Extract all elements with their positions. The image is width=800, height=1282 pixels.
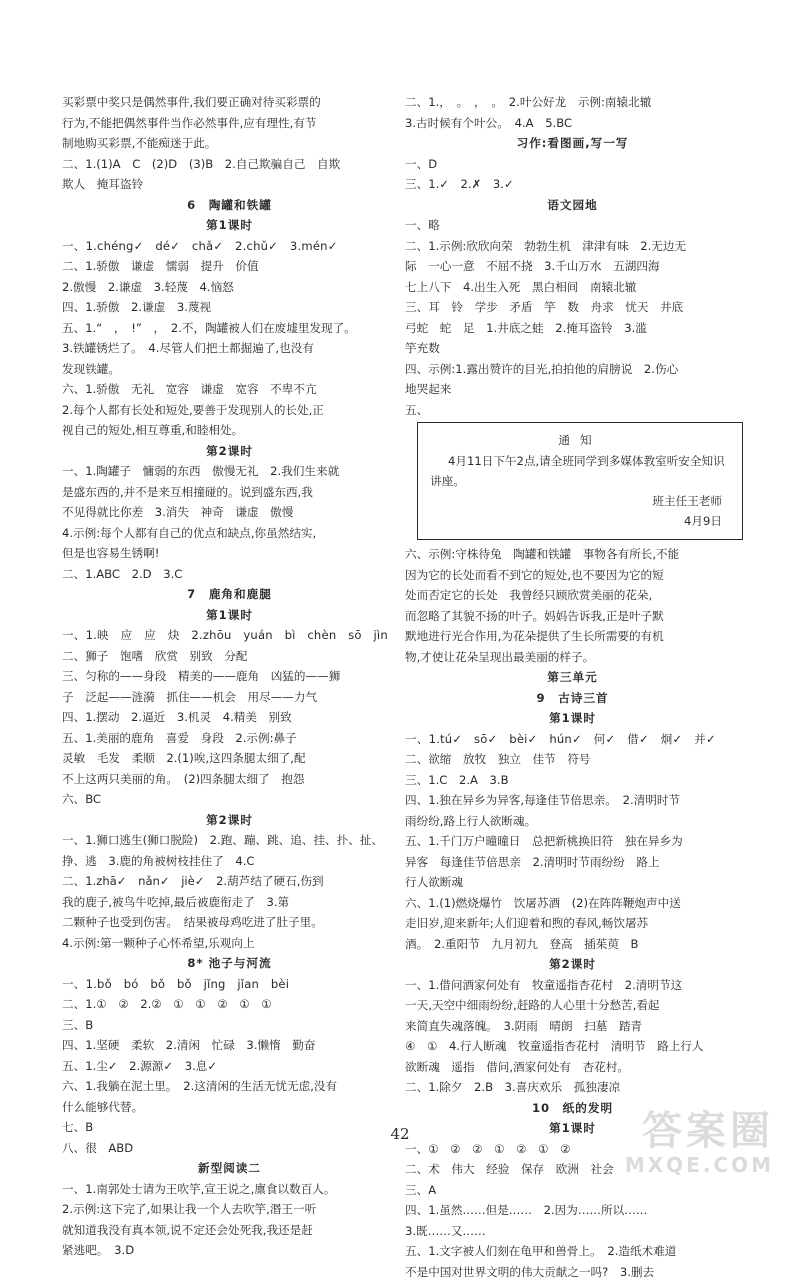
answer-line: 二、1.ABC 2.D 3.C [62, 564, 397, 585]
answer-line: 五、1.美丽的鹿角 喜爱 身段 2.示例:鼻子 [62, 728, 397, 749]
answer-line: 视自己的短处,相互尊重,和睦相处。 [62, 420, 397, 441]
answer-line: 酒。 2.重阳节 九月初九 登高 插茱萸 B [405, 934, 740, 955]
answer-line: 二、1.zhā✓ nǎn✓ jiè✓ 2.葫芦结了硬石,伤到 [62, 871, 397, 892]
answer-line: 欺人 掩耳盗铃 [62, 174, 397, 195]
answer-line: 四、示例:1.露出赞许的目光,拍拍他的肩膀说 2.伤心 [405, 359, 740, 380]
answer-line: 二、1.① ② 2.② ① ① ② ① ① [62, 994, 397, 1015]
section-heading: 10 纸的发明 [405, 1098, 740, 1119]
answer-line: 一、1.chéng✓ dé✓ chǎ✓ 2.chǔ✓ 3.mén✓ [62, 236, 397, 257]
answer-line: 3.铁罐锈烂了。 4.尽管人们把土都掘遍了,也没有 [62, 338, 397, 359]
answer-line: 弓蛇 蛇 足 1.井底之蛙 2.掩耳盗铃 3.滥 [405, 318, 740, 339]
answer-line: 八、很 ABD [62, 1138, 397, 1159]
answer-line: 3.既……又…… [405, 1221, 740, 1242]
section-heading: 习作:看图画,写一写 [405, 133, 740, 154]
answer-line: 一、① ② ② ① ② ① ② [405, 1139, 740, 1160]
answer-line: 什么能够代替。 [62, 1097, 397, 1118]
answer-line: 是盛东西的,并不是来互相撞碰的。说到盛东西,我 [62, 482, 397, 503]
answer-line: 灵敏 毛发 柔顺 2.(1)唉,这四条腿太细了,配 [62, 748, 397, 769]
answer-line: 4.示例:第一颗种子心怀希望,乐观向上 [62, 933, 397, 954]
answer-line: 挣、逃 3.鹿的角被树枝挂住了 4.C [62, 851, 397, 872]
answer-line: 四、1.独在异乡为异客,每逢佳节倍思亲。 2.清明时节 [405, 790, 740, 811]
watermark-url: MXQE.COM [574, 1154, 774, 1176]
answer-line: 一、1.狮口逃生(狮口脱险) 2.跑、蹦、跳、追、挂、扑、扯、 [62, 830, 397, 851]
section-heading: 第1课时 [62, 605, 397, 626]
answer-line: 一、1.借问酒家何处有 牧童遥指杏花村 2.清明节这 [405, 975, 740, 996]
answer-line: 走旧岁,迎来新年;人们迎着和煦的春风,畅饮屠苏 [405, 913, 740, 934]
answer-line: 四、1.骄傲 2.谦虚 3.蔑视 [62, 297, 397, 318]
section-heading: 第2课时 [62, 810, 397, 831]
section-heading: 第2课时 [405, 954, 740, 975]
answer-line: 不是中国对世界文明的伟大贡献之一吗? 3.删去 [405, 1262, 740, 1282]
answer-line: 二、1.(1)A C (2)D (3)B 2.自己欺骗自己 自欺 [62, 154, 397, 175]
answer-line: 发现铁罐。 [62, 359, 397, 380]
answer-line: 不见得就比你差 3.消失 神奇 谦虚 傲慢 [62, 502, 397, 523]
answer-line: 七上八下 4.出生入死 黑白相间 南辕北辙 [405, 277, 740, 298]
section-heading: 新型阅读二 [62, 1158, 397, 1179]
answer-line: 因为它的长处而看不到它的短处,也不要因为它的短 [405, 565, 740, 586]
answer-line: 2.每个人都有长处和短处,要善于发现别人的长处,正 [62, 400, 397, 421]
answer-line: 三、1.✓ 2.✗ 3.✓ [405, 174, 740, 195]
answer-line: 二、欲缩 放牧 独立 佳节 符号 [405, 749, 740, 770]
answer-line: 二、狮子 饱嗜 欣赏 别致 分配 [62, 646, 397, 667]
notice-title: 通知 [430, 429, 730, 451]
notice-box [417, 422, 743, 540]
answer-line: 五、1.“ ， !” ， 2.不，陶罐被人们在废墟里发现了。 [62, 318, 397, 339]
answer-line: 一、1.映 应 应 炔 2.zhōu yuán bì chèn sō jìn [62, 625, 397, 646]
answer-line: 一、1.tú✓ sō✓ bèi✓ hún✓ 何✓ 借✓ 炯✓ 并✓ [405, 729, 740, 750]
answer-line: 三、匀称的——身段 精美的——鹿角 凶猛的——狮 [62, 666, 397, 687]
right-column [405, 92, 740, 1282]
answer-line: 3.古时候有个叶公。 4.A 5.BC [405, 113, 740, 134]
watermark-text: 答案圈 [574, 1108, 774, 1154]
answer-line: 来简直失魂落魄。 3.阴雨 晴朗 扫墓 踏青 [405, 1016, 740, 1037]
section-heading: 第1课时 [62, 215, 397, 236]
answer-line: 买彩票中奖只是偶然事件,我们要正确对待买彩票的 [62, 92, 397, 113]
answer-line: 六、1.骄傲 无礼 宽容 谦虚 宽容 不卑不亢 [62, 379, 397, 400]
right-top-answers [405, 92, 740, 420]
answer-line: 七、B [62, 1117, 397, 1138]
answer-line: ④ ① 4.行人断魂 牧童遥指杏花村 清明节 路上行人 [405, 1036, 740, 1057]
answer-line: 三、耳 铃 学步 矛盾 竽 数 舟求 忧天 井底 [405, 297, 740, 318]
answer-line: 一、略 [405, 215, 740, 236]
answer-line: 地哭起来 [405, 379, 740, 400]
section-heading: 8* 池子与河流 [62, 953, 397, 974]
section-heading: 第1课时 [405, 1118, 740, 1139]
answer-line: 处而否定它的长处 我曾经只顾欣赏美丽的花朵, [405, 585, 740, 606]
answer-line: 三、B [62, 1015, 397, 1036]
answer-line: 四、1.摆动 2.逼近 3.机灵 4.精美 别致 [62, 707, 397, 728]
answer-line: 欲断魂 遥指 借问,酒家何处有 杏花村。 [405, 1057, 740, 1078]
answer-line: 四、1.坚硬 柔软 2.清闲 忙碌 3.懒惰 勤奋 [62, 1035, 397, 1056]
answer-line: 不上这两只美丽的角。 (2)四条腿太细了 抱怨 [62, 769, 397, 790]
answer-line: 我的鹿子,被鸟牛吃掉,最后被鹿衔走了 3.第 [62, 892, 397, 913]
answer-line: 但是也容易生锈啊! [62, 543, 397, 564]
section-heading: 第1课时 [405, 708, 740, 729]
watermark-logo [574, 1108, 774, 1178]
answer-line: 竽充数 [405, 338, 740, 359]
answer-line: 默地进行光合作用,为花朵提供了生长所需要的有机 [405, 626, 740, 647]
answer-line: 二颗种子也受到伤害。 结果被母鸡吃进了肚子里。 [62, 912, 397, 933]
answer-line: 六、1.我躺在泥土里。 2.这清闲的生活无忧无虑,没有 [62, 1076, 397, 1097]
answer-line: 际 一心一意 不屈不挠 3.千山万水 五湖四海 [405, 256, 740, 277]
answer-line: 异客 每逢佳节倍思亲 2.清明时节雨纷纷 路上 [405, 852, 740, 873]
notice-body: 4月11日下午2点,请全班同学到多媒体教室听安全知识讲座。 [430, 451, 730, 491]
answer-line: 就知道我没有真本领,说不定还会处死我,我还是赶 [62, 1220, 397, 1241]
answer-line: 五、 [405, 400, 740, 421]
left-column [62, 92, 397, 1261]
answer-line: 二、1.除夕 2.B 3.喜庆欢乐 孤独凄凉 [405, 1077, 740, 1098]
answer-line: 一、1.陶罐子 慵弱的东西 傲慢无礼 2.我们生来就 [62, 461, 397, 482]
answer-line: 三、1.C 2.A 3.B [405, 770, 740, 791]
answer-line: 4.示例:每个人都有自己的优点和缺点,你虽然结实, [62, 523, 397, 544]
answer-line: 二、1.骄傲 谦虚 懦弱 提升 价值 [62, 256, 397, 277]
answer-line: 制地购买彩票,不能痴迷于此。 [62, 133, 397, 154]
section-heading: 7 鹿角和鹿腿 [62, 584, 397, 605]
section-heading: 6 陶罐和铁罐 [62, 195, 397, 216]
section-heading: 第2课时 [62, 441, 397, 462]
answer-line: 五、1.文字被人们刻在龟甲和兽骨上。 2.造纸术难道 [405, 1241, 740, 1262]
answer-line: 二、术 伟大 经验 保存 欧洲 社会 [405, 1159, 740, 1180]
answer-line: 六、1.(1)燃烧爆竹 饮屠苏酒 (2)在阵阵鞭炮声中送 [405, 893, 740, 914]
answer-line: 四、1.虽然……但是…… 2.因为……所以…… [405, 1200, 740, 1221]
page-number: 42 [0, 1125, 800, 1143]
section-heading: 9 古诗三首 [405, 688, 740, 709]
answer-line: 一、1.bǒ bó bǒ bǒ jǐng jǐan bèi [62, 974, 397, 995]
answer-line: 二、1.示例:欣欣向荣 勃勃生机 津津有味 2.无边无 [405, 236, 740, 257]
answer-line: 一、1.南郭处士请为王吹竽,宣王说之,廪食以数百人。 [62, 1179, 397, 1200]
answer-line: 2.傲慢 2.谦虚 3.轻蔑 4.恼怒 [62, 277, 397, 298]
answer-line: 五、1.尘✓ 2.源源✓ 3.息✓ [62, 1056, 397, 1077]
answer-line: 行人欲断魂 [405, 872, 740, 893]
answer-line: 二、1.， 。 ， 。 2.叶公好龙 示例:南辕北辙 [405, 92, 740, 113]
answer-line: 雨纷纷,路上行人欲断魂。 [405, 811, 740, 832]
answer-line: 五、1.千门万户曈曈日 总把新桃换旧符 独在异乡为 [405, 831, 740, 852]
answer-line: 六、BC [62, 789, 397, 810]
notice-signature: 班主任王老师 [430, 491, 730, 511]
section-heading: 第三单元 [405, 667, 740, 688]
section-heading: 语文园地 [405, 195, 740, 216]
answer-line: 行为,不能把偶然事件当作必然事件,应有理性,有节 [62, 113, 397, 134]
answer-line: 三、A [405, 1180, 740, 1201]
answer-line: 六、示例:守株待兔 陶罐和铁罐 事物各有所长,不能 [405, 544, 740, 565]
answer-line: 而忽略了其貌不扬的叶子。妈妈告诉我,正是叶子默 [405, 606, 740, 627]
answer-line: 紧逃吧。 3.D [62, 1240, 397, 1261]
answer-line: 物,才使让花朵呈现出最美丽的样子。 [405, 647, 740, 668]
answer-line: 一天,天空中细雨纷纷,赶路的人心里十分愁苦,看起 [405, 995, 740, 1016]
answer-line: 一、D [405, 154, 740, 175]
answer-line: 子 泛起——涟漪 抓住——机会 用尽——力气 [62, 687, 397, 708]
notice-date: 4月9日 [430, 511, 730, 531]
answer-line: 2.示例:这下完了,如果让我一个人去吹竽,湣王一听 [62, 1199, 397, 1220]
